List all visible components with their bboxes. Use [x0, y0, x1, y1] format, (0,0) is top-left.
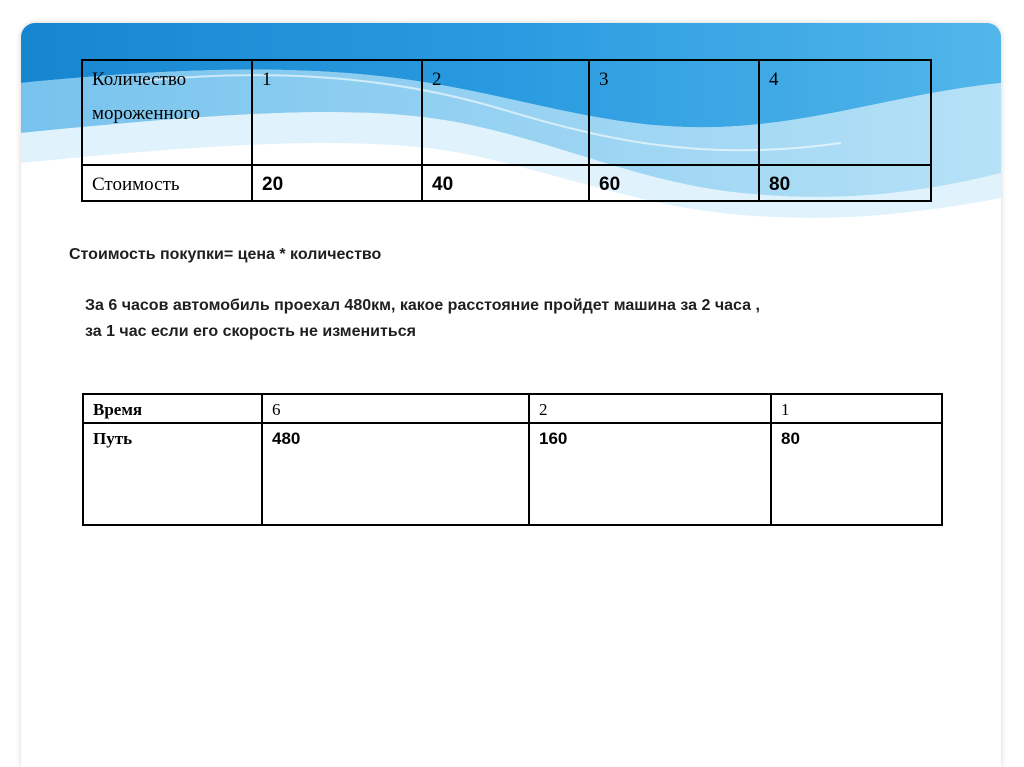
table-cell: 60 [589, 165, 759, 201]
slide-content [21, 23, 1001, 767]
problem-text-line-1: За 6 часов автомобиль проехал 480км, какое расстояние пройдет машина за 2 часа , [85, 297, 760, 314]
table-row [83, 423, 942, 525]
table-row [82, 165, 931, 201]
table-cell: Количество мороженного [82, 60, 252, 165]
table-row [82, 60, 931, 165]
formula-text: Стоимость покупки= цена * количество [69, 246, 382, 263]
table-cell: Стоимость [82, 165, 252, 201]
table-cell: 6 [262, 394, 529, 423]
time-distance-table [82, 393, 943, 526]
slide [21, 23, 1001, 767]
table-cell: 2 [529, 394, 771, 423]
table-row [83, 394, 942, 423]
table-cell: Путь [83, 423, 262, 525]
table-cell: 3 [589, 60, 759, 165]
table-cell: Время [83, 394, 262, 423]
table-cell: 2 [422, 60, 589, 165]
table-cell: 1 [771, 394, 942, 423]
table-cell: 40 [422, 165, 589, 201]
table-cell: 20 [252, 165, 422, 201]
table-cell: 4 [759, 60, 931, 165]
table-cell: 80 [759, 165, 931, 201]
table-cell: 1 [252, 60, 422, 165]
table-cell: 80 [771, 423, 942, 525]
table-cell: 160 [529, 423, 771, 525]
ice-cream-cost-table [81, 59, 932, 202]
table-cell: 480 [262, 423, 529, 525]
problem-text-line-2: за 1 час если его скорость не измениться [85, 323, 416, 340]
